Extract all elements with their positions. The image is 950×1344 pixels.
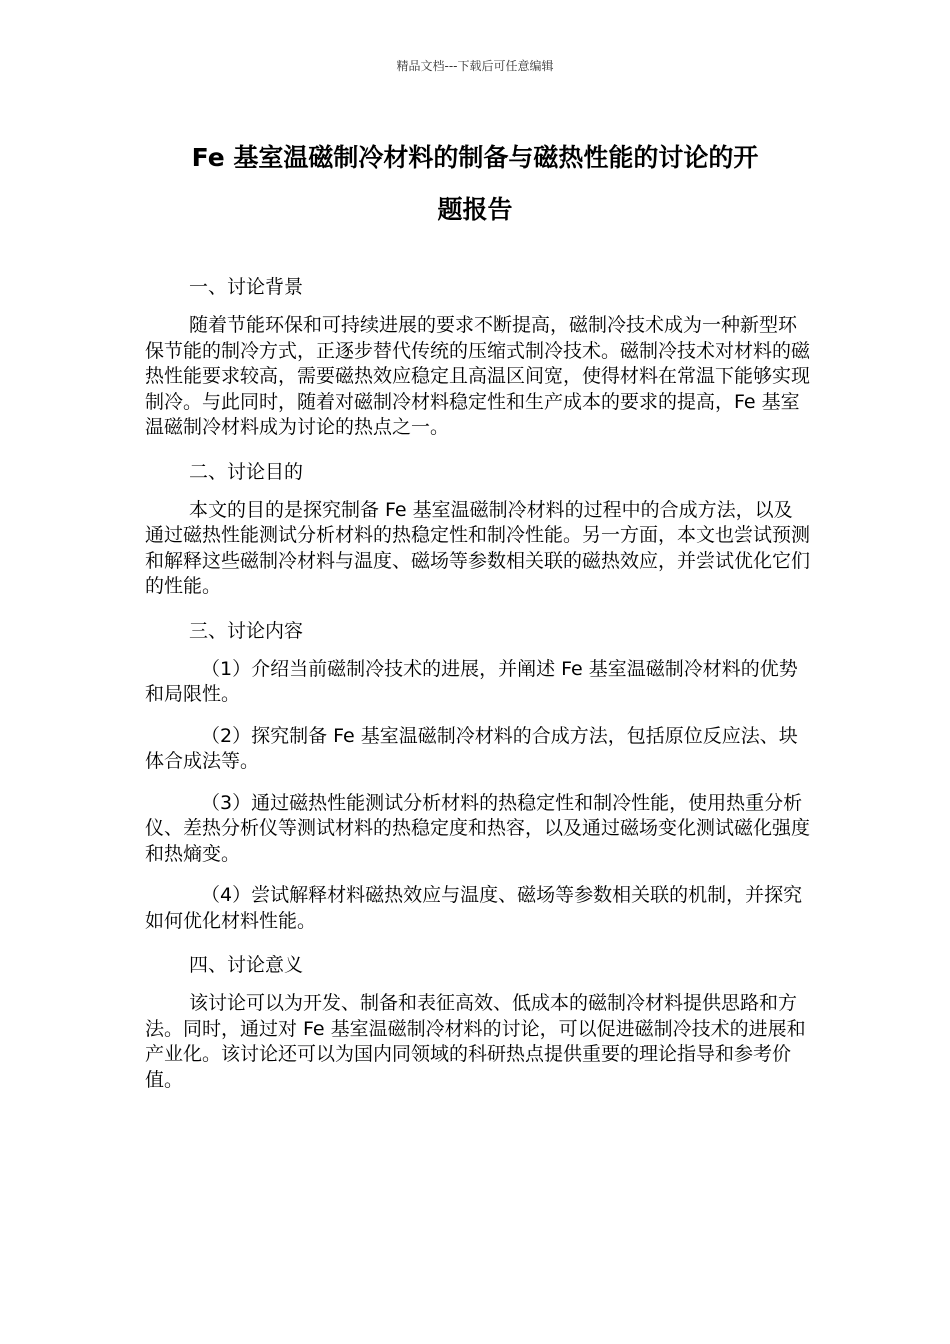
title-line-2: 题报告 [437,195,513,224]
paragraph-background: 随着节能环保和可持续进展的要求不断提高，磁制冷技术成为一种新型环保节能的制冷方式，正逐步替代传统的压缩式制冷技术。磁制冷技术对材料的磁热性能要求较高，需要磁热效应稳定且高温区间宽，使得材料在常温下能够实现制冷。与此同时，随着对磁制冷材料稳定性和生产成本的要求的提高，Fe 基室温磁制冷材料成为讨论的热点之一。 [145,314,811,438]
section-heading-content: 三、讨论内容 [189,619,304,642]
content-item-3: （3）通过磁热性能测试分析材料的热稳定性和制冷性能，使用热重分析仪、差热分析仪等测试材料的热稳定度和热容，以及通过磁场变化测试磁化强度和热熵变。 [145,791,811,865]
paragraph-purpose: 本文的目的是探究制备 Fe 基室温磁制冷材料的过程中的合成方法，以及通过磁热性能测试分析材料的热稳定性和制冷性能。另一方面，本文也尝试预测和解释这些磁制冷材料与温度、磁场等参数相关联的磁热效应，并尝试优化它们的性能。 [145,498,811,597]
content-item-4: （4）尝试解释材料磁热效应与温度、磁场等参数相关联的机制，并探究如何优化材料性能。 [145,884,803,932]
document-title [100,132,850,236]
title-line-1: Fe 基室温磁制冷材料的制备与磁热性能的讨论的开 [191,143,759,172]
document-body [145,268,810,1105]
section-heading-significance: 四、讨论意义 [189,954,304,976]
paragraph-significance: 该讨论可以为开发、制备和表征高效、低成本的磁制冷材料提供思路和方法。同时，通过对 Fe 基室温磁制冷材料的讨论，可以促进磁制冷技术的进展和产业化。该讨论还可以为国内同领域的科研热点提供重要的理论指导和参考价值。 [145,992,806,1091]
section-heading-background: 一、讨论背景 [189,276,304,298]
section-heading-purpose: 二、讨论目的 [189,460,304,483]
content-item-2: （2）探究制备 Fe 基室温磁制冷材料的合成方法，包括原位反应法、块体合成法等。 [145,724,798,772]
content-item-1: （1）介绍当前磁制冷技术的进展，并阐述 Fe 基室温磁制冷材料的优势和局限性。 [145,657,798,705]
page-header: 精品文档---下载后可任意编辑 [396,59,554,73]
